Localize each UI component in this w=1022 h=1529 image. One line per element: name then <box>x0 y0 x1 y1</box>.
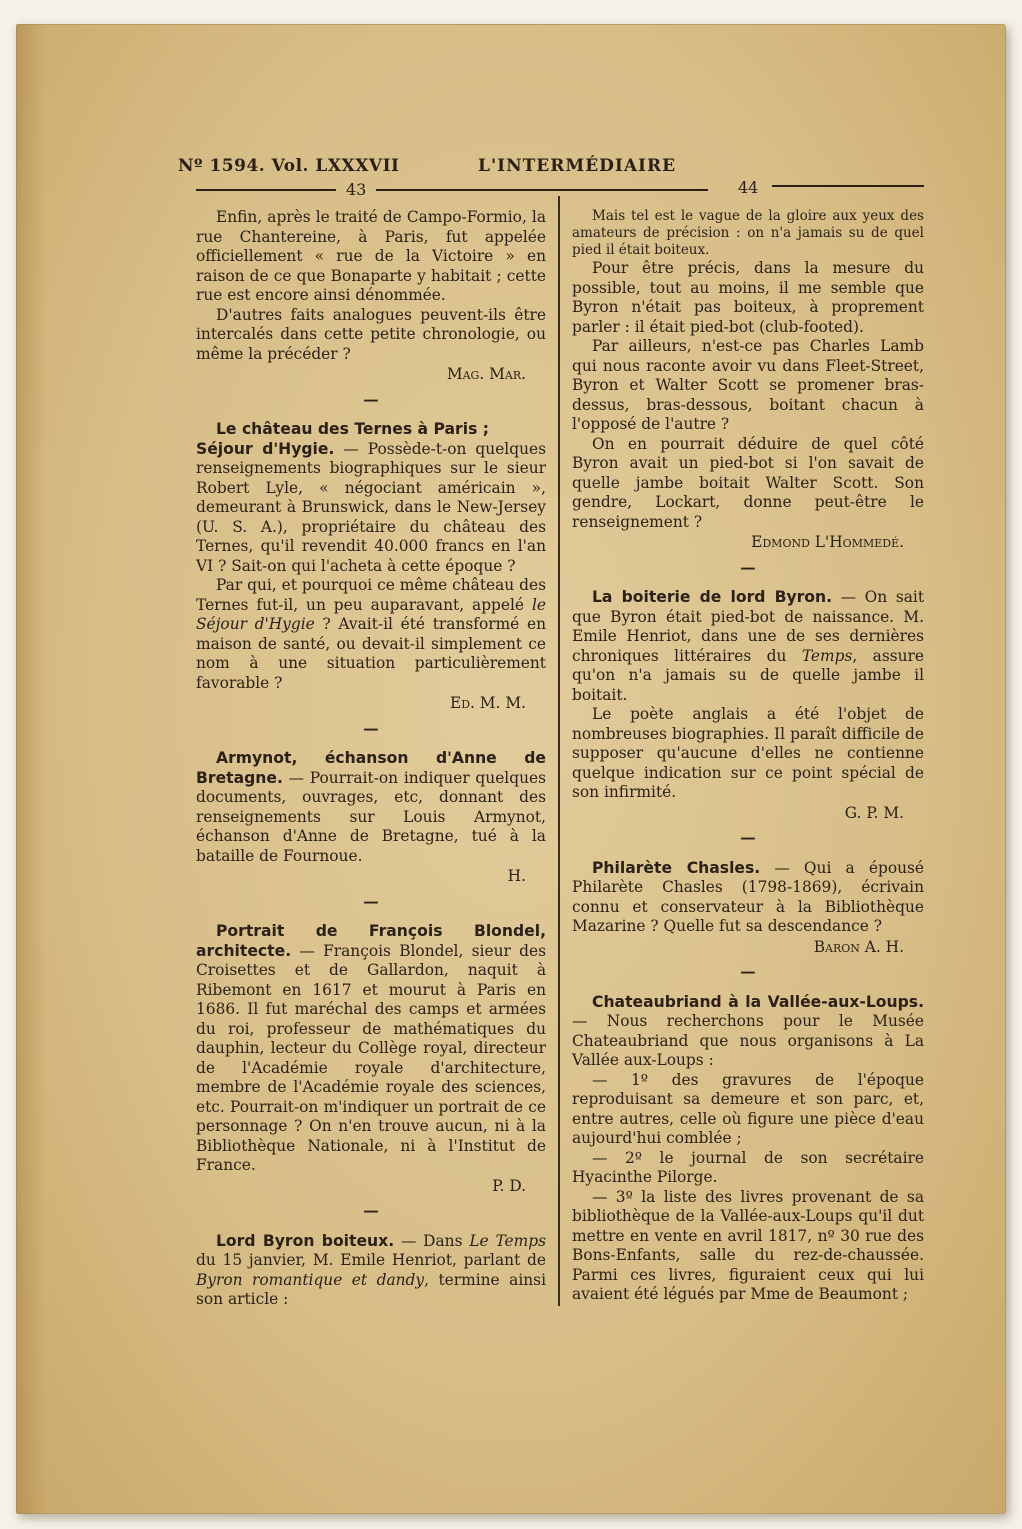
byron-text-a: — Dans <box>394 1231 470 1250</box>
byron-text-italic-2: Byron romantique et dandy <box>196 1270 425 1289</box>
ternes-title-line-1: Le château des Ternes à Paris ; <box>216 420 490 438</box>
separator-7: — <box>740 963 756 981</box>
lhommede-signature: Edmond L'Hommedé. <box>751 533 904 551</box>
chateaubriand-item-1: — 1º des gravures de l'époque reproduisant sa demeure et son parc, et, entre autres, celle où figure une pièce d'eau aujourd'hui comblée ; <box>572 1070 924 1147</box>
byron-title: Lord Byron boiteux. <box>216 1231 395 1250</box>
byron-text-italic-1: Le Temps <box>469 1231 547 1250</box>
boiterie-text-b: , assure qu'on n'a jamais su de quelle jambe il boitait. <box>572 646 925 704</box>
ternes-paragraph-1 <box>196 440 546 577</box>
armynot-title: Armynot, échanson d'Anne de Bretagne. <box>196 749 546 787</box>
boiterie-title: La boiterie de lord Byron. <box>592 588 833 606</box>
byron-text-b: du 15 janvier, M. Emile Henriot, parlant de <box>196 1251 546 1269</box>
chasles-text: — Qui a épousé Philarète Chasles (1798-1869), écrivain connu et conservateur à la Bibliothèque Mazarine ? Quelle fut sa descendance ? <box>572 858 925 935</box>
separator-4: — <box>363 1202 379 1220</box>
paper-edge-shadow <box>16 24 46 1514</box>
left-column <box>196 208 546 1310</box>
journal-title: L'INTERMÉDIAIRE <box>478 156 677 176</box>
ternes-signature: Ed. M. M. <box>449 694 526 712</box>
separator-5: — <box>740 558 756 577</box>
armynot-signature: H. <box>507 867 526 885</box>
issue-number: Nº 1594. Vol. LXXXVII <box>178 156 400 176</box>
byron-paragraph <box>196 1232 546 1310</box>
ternes-text-2-italic: le Séjour d'Hygie <box>196 595 546 633</box>
running-header <box>178 156 918 184</box>
byron-reply-paragraph-1: Pour être précis, dans la mesure du possible, tout au moins, il me semble que Byron n'était pas boiteux, à proprement parler : il était pied-bot (club-footed). <box>572 259 924 336</box>
separator-2: — <box>363 719 379 738</box>
intro-paragraph-1: Enfin, après le traité de Campo-Formio, la rue Chantereine, à Paris, fut appelée officiellement « rue de la Victoire » en raison de ce que Bonaparte y habitait ; cette rue est encore ainsi dénommée. <box>196 208 546 304</box>
right-column <box>572 208 924 1305</box>
header-rule-left-a <box>196 189 336 191</box>
boiterie-paragraph-2: Le poète anglais a été l'objet de nombreuses biographies. Il paraît difficile de supposer qu'aucune d'elles ne contienne quelque indication sur ce point spécial de son infirmité. <box>572 705 924 801</box>
chateaubriand-paragraph <box>572 993 924 1071</box>
byron-quote: Mais tel est le vague de la gloire aux yeux des amateurs de précision : on n'a jamais su de quel pied il était boiteux. <box>572 208 924 258</box>
boiterie-text-a: — On sait que Byron était pied-bot de naissance. M. Emile Henriot, dans une de ses dernières chroniques littéraires du <box>572 588 925 665</box>
byron-reply-paragraph-3: On en pourrait déduire de quel côté Byron avait un pied-bot si l'on savait de quelle jambe boitait Walter Scott. Son gendre, Lockart, donne peut-être le renseignement ? <box>572 434 924 531</box>
separator-1: — <box>363 390 379 409</box>
boiterie-paragraph-1 <box>572 588 924 705</box>
chateaubriand-item-3: — 3º la liste des livres provenant de sa bibliothèque de la Vallée-aux-Loups qu'il dut mettre en vente en avril 1817, nº 30 rue des Bons-Enfants, salle du rez-de-chaussée. Parmi ces livres, figuraient ceux qui lui avaient été légués par Mme de Beaumont ; <box>572 1187 924 1303</box>
armynot-text: — Pourrait-on indiquer quelques documents, ouvrages, etc, donnant des renseignements sur Louis Armynot, échanson d'Anne de Bretagne, tué à la bataille de Fournoue. <box>196 768 546 865</box>
chasles-paragraph <box>572 859 924 937</box>
page-number-left: 43 <box>346 180 367 199</box>
chateaubriand-title: Chateaubriand à la Vallée-aux-Loups. <box>592 992 924 1011</box>
page-number-right: 44 <box>738 178 759 197</box>
separator-6: — <box>740 829 756 847</box>
intro-signature: Mag. Mar. <box>446 365 526 383</box>
armynot-paragraph <box>196 749 546 866</box>
ternes-title-line-2: Séjour d'Hygie. <box>196 439 335 458</box>
chateaubriand-text: — Nous recherchons pour le Musée Chateaubriand que nous organisons à La Vallée aux-Loups : <box>572 1012 924 1069</box>
byron-text-c: , termine ainsi son article : <box>196 1270 546 1308</box>
gpm-signature: G. P. M. <box>844 803 904 822</box>
blondel-text: — François Blondel, sieur des Croisettes et de Gallardon, naquit à Ribemont en 1617 et mourut à Paris en 1686. Il fut maréchal des camps et armées du roi, professeur de mathématiques du dauphin, lecteur du Collège royal, directeur de l'Académie royale d'architecture, membre de l'Académie royale des sciences, etc. Pourrait-on m'indiquer un portrait de ce personnage ? On n'en trouve aucun, ni à la Bibliothèque Nationale, ni à l'Institut de France. <box>196 941 546 1174</box>
intro-paragraph-2: D'autres faits analogues peuvent-ils être intercalés dans cette petite chronologie, ou même la précéder ? <box>196 305 546 363</box>
blondel-signature: P. D. <box>492 1176 526 1195</box>
header-rule-right <box>772 185 924 187</box>
byron-reply-paragraph-2: Par ailleurs, n'est-ce pas Charles Lamb qui nous raconte avoir vu dans Fleet-Street, Byron et Walter Scott se promener bras-dessus, bras-dessous, boitant chacun à l'opposé de l'autre ? <box>572 337 924 433</box>
blondel-title: Portrait de François Blondel, architecte. <box>196 922 546 960</box>
blondel-paragraph <box>196 922 546 1176</box>
boiterie-text-italic: Temps <box>801 646 853 665</box>
baron-signature: Baron A. H. <box>813 937 904 956</box>
header-rule-left-b <box>376 189 708 191</box>
separator-3: — <box>363 892 379 911</box>
ternes-text-1: — Possède-t-on quelques renseignements biographiques sur le sieur Robert Lyle, « négociant américain », demeurant à Brunswick, dans le New-Jersey (U. S. A.), propriétaire du château des Ternes, qu'il revendit 40.000 francs en l'an VI ? Sait-on qui l'acheta à cette époque ? <box>196 439 546 575</box>
ternes-text-2a: Par qui, et pourquoi ce même château des Ternes fut-il, un peu auparavant, appelé <box>196 576 546 614</box>
chasles-title: Philarète Chasles. <box>592 858 761 877</box>
ternes-text-2b: ? Avait-il été transformé en maison de santé, ou devait-il simplement ce nom à une situation particulièrement favorable ? <box>196 615 546 692</box>
column-divider <box>558 196 560 1306</box>
ternes-paragraph-2 <box>196 576 546 693</box>
chateaubriand-item-2: — 2º le journal de son secrétaire Hyacinthe Pilorge. <box>572 1148 924 1186</box>
